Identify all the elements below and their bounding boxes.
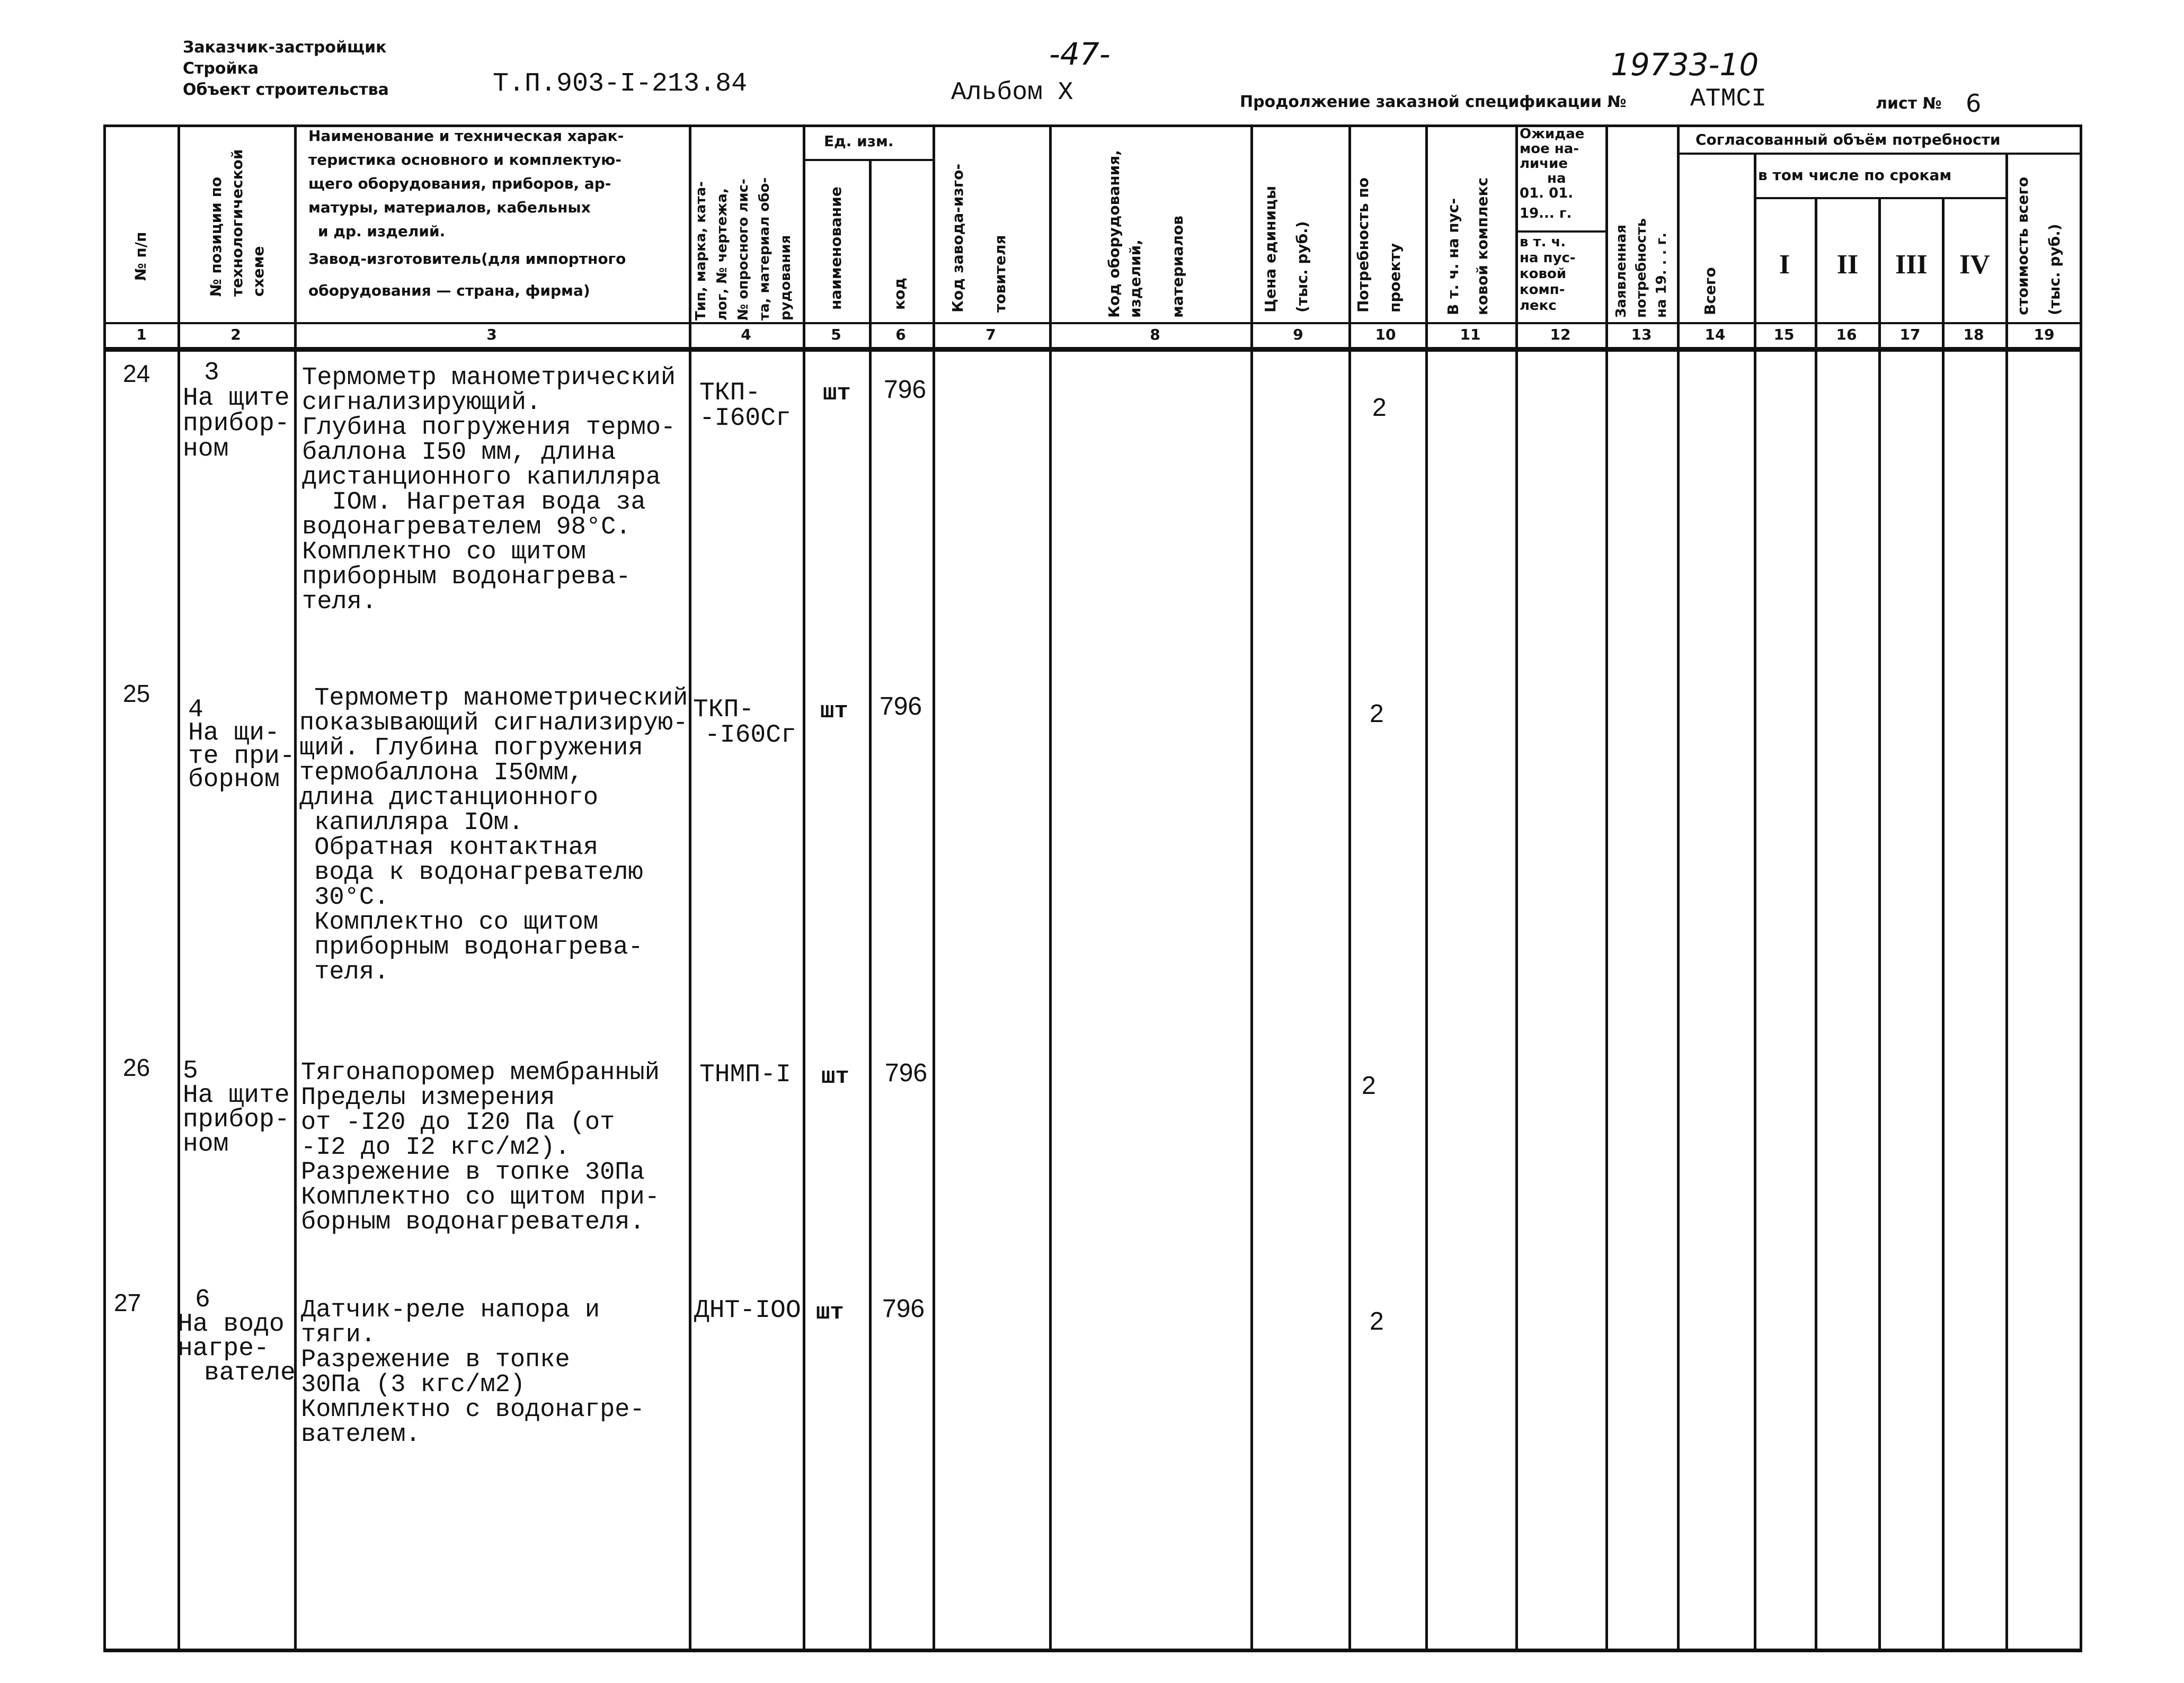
by-terms-header: в том числе по срокам — [1758, 166, 1952, 184]
col-number: 7 — [986, 326, 996, 343]
position-ref: те при- — [188, 742, 295, 771]
col-line-17 — [1942, 197, 1945, 1652]
col-header-6: код — [891, 278, 908, 310]
col-line-10 — [1425, 124, 1428, 1652]
col-number: 14 — [1704, 326, 1726, 343]
position-ref: прибор- — [183, 409, 290, 438]
col-line-1 — [177, 124, 180, 1652]
col-header-12-line: 19... г. — [1520, 206, 1572, 221]
unit-code: 796 — [884, 376, 927, 404]
col-header-3-line: и др. изделий. — [318, 222, 446, 240]
position-ref: На щи- — [188, 719, 280, 747]
project-need: 2 — [1372, 394, 1387, 422]
c12-split-line — [1515, 230, 1605, 233]
col-header-4-line: № опросного лис- — [735, 179, 751, 320]
col-header-12-line: на пус- — [1520, 250, 1576, 266]
col-header-3-line: Наименование и техническая харак- — [308, 127, 624, 145]
col-number: 19 — [2034, 326, 2055, 343]
col-line-3 — [689, 124, 691, 1652]
position-ref: 6 — [195, 1286, 210, 1314]
col-header-3-line: матуры, материалов, кабельных — [308, 199, 591, 216]
unit-code: 796 — [885, 1059, 928, 1087]
col-line-2 — [294, 124, 297, 1652]
col-header-2-line: № позиции по — [207, 176, 225, 297]
project-need: 2 — [1370, 1307, 1384, 1335]
col-line-9 — [1348, 124, 1351, 1652]
position-ref: 4 — [188, 696, 203, 724]
col-line-6 — [933, 124, 935, 1652]
quarter-3-header: III — [1895, 250, 1928, 280]
col-header-1: № п/п — [132, 231, 149, 281]
col-header-4-line: Тип, марка, ката- — [693, 181, 709, 320]
row-number: 26 — [123, 1054, 150, 1081]
quarter-1-header: I — [1779, 250, 1790, 280]
table-bottom-border — [103, 1649, 2082, 1652]
units-group-header: Ед. изм. — [824, 132, 894, 150]
col-header-12-line: 01. 01. — [1520, 185, 1574, 201]
col-header-13-line: Заявленная — [1613, 224, 1629, 318]
col-header-2-line: технологической — [228, 149, 246, 297]
col-number: 1 — [136, 326, 147, 343]
position-ref: 3 — [204, 359, 219, 387]
position-ref: На щите — [183, 1081, 290, 1110]
row-number: 25 — [123, 680, 150, 707]
col-header-7-line: товителя — [991, 235, 1009, 313]
col-number: 6 — [895, 326, 906, 343]
col-header-19-line: (тыс. руб.) — [2046, 224, 2063, 315]
col-line-16 — [1878, 197, 1881, 1652]
col-line-5 — [869, 159, 872, 1652]
quarter-4-header: IV — [1959, 250, 1990, 280]
agreed-sub-line — [1680, 153, 2082, 155]
page-mark: -47- — [1049, 36, 1111, 72]
col-header-11-line: ковой комплекс — [1473, 177, 1491, 315]
col-number: 13 — [1631, 326, 1652, 343]
spec-code: АТМСI — [1690, 85, 1767, 113]
unit-name: шт — [816, 1299, 844, 1326]
position-ref: На водо — [177, 1310, 285, 1339]
col-header-12-line: личие — [1520, 156, 1568, 172]
position-ref: борном — [188, 765, 280, 794]
col-header-9-line: Цена единицы — [1262, 185, 1279, 313]
sheet-label: лист № — [1876, 94, 1942, 113]
col-line-12 — [1605, 124, 1608, 1652]
col-number: 12 — [1550, 326, 1571, 343]
col-number: 9 — [1293, 326, 1303, 343]
unit-name: шт — [823, 380, 851, 407]
col-header-7-line: Код завода-изго- — [949, 163, 966, 313]
item-description: Термометр манометрический показывающий сигнализирую- щий. Глубина погружения термобаллона I50мм, длина дистанционного капилляра IOм. Обратная контактная вода к водонагревателю 30°С. Комплектно со щитом приборным водонагрева- теля. — [299, 684, 688, 986]
col-number: 18 — [1963, 326, 1984, 343]
col-header-8-line: изделий, — [1126, 239, 1144, 318]
col-number: 3 — [486, 326, 497, 343]
position-ref: нагре- — [177, 1334, 269, 1363]
col-header-4-line: рудования — [778, 235, 794, 320]
col-number-bottom-line — [103, 347, 2082, 352]
agreed-group-header: Согласованный объём потребности — [1695, 131, 2001, 148]
col-header-14: Всего — [1701, 267, 1719, 315]
position-ref: ном — [183, 1130, 229, 1159]
col-number: 11 — [1460, 326, 1481, 343]
col-header-11-line: В т. ч. на пус- — [1444, 198, 1462, 315]
item-type: ТНМП-I — [699, 1061, 791, 1089]
project-need: 2 — [1362, 1072, 1376, 1100]
col-number: 5 — [831, 326, 841, 343]
col-line-11 — [1515, 124, 1518, 1652]
col-line-14 — [1754, 153, 1756, 1652]
col-line-7 — [1049, 124, 1052, 1652]
customer-label: Заказчик-застройщик — [183, 38, 387, 57]
col-header-3-line: щего оборудования, приборов, ар- — [308, 175, 611, 192]
col-header-2-line: схеме — [250, 246, 267, 297]
col-header-12-line: Ожидае — [1520, 126, 1585, 142]
unit-code: 796 — [880, 692, 922, 720]
item-type: -I60Сг — [705, 721, 796, 750]
col-header-12-line: мое на- — [1520, 141, 1579, 157]
col-line-4 — [803, 124, 805, 1652]
col-header-3-line: теристика основного и комплектую- — [308, 151, 622, 168]
col-header-3-line: Завод-изготовитель(для импортного — [308, 250, 626, 268]
row-number: 24 — [123, 360, 150, 387]
col-header-12-line: в т. ч. — [1520, 234, 1566, 250]
item-type: ТКП- — [693, 696, 754, 724]
table-left-border — [103, 124, 106, 1652]
col-number-top-line — [103, 322, 2082, 324]
col-line-8 — [1250, 124, 1253, 1652]
col-line-18 — [2005, 153, 2008, 1652]
col-header-10-line: Потребность по — [1354, 177, 1372, 313]
item-type: ДНТ-IOO — [694, 1296, 801, 1325]
col-header-19-line: стоимость всего — [2014, 176, 2031, 315]
row-number: 27 — [114, 1289, 141, 1316]
unit-name: шт — [821, 1064, 849, 1090]
col-number: 2 — [230, 326, 241, 343]
col-line-15 — [1815, 197, 1817, 1652]
col-number: 8 — [1150, 326, 1160, 343]
continuation-label: Продолжение заказной спецификации № — [1240, 93, 1627, 111]
col-number: 15 — [1773, 326, 1795, 343]
item-description: Термометр манометрический сигнализирующий. Глубина погружения термо- баллона I50 мм, длина дистанционного капилляра IOм. Нагретая вода за водонагревателем 98°С. Комплектно со щитом приборным водонагрева- теля. — [302, 364, 676, 616]
item-type: ТКП- — [699, 379, 761, 407]
col-header-12-line: комп- — [1520, 282, 1565, 298]
col-header-10-line: проекту — [1386, 243, 1404, 313]
col-header-12-line: лекс — [1520, 298, 1557, 314]
quarter-2-header: II — [1836, 250, 1859, 280]
item-description: Датчик-реле напора и тяги. Разрежение в топке 30Па (3 кгс/м2) Комплектно с водонагре- вателем. — [301, 1296, 645, 1449]
col-header-13-line: потребность — [1633, 218, 1649, 318]
col-number: 16 — [1836, 326, 1857, 343]
unit-name: шт — [820, 698, 848, 725]
project-need: 2 — [1370, 700, 1384, 728]
col-header-12-line: ковой — [1520, 266, 1567, 282]
position-ref: прибор- — [183, 1106, 290, 1134]
doc-number: 19733-10 — [1611, 47, 1759, 83]
col-header-13-line: на 19. . . г. — [1654, 233, 1670, 318]
item-description: Тягонапоромер мембранный Пределы измерения от -I20 до I20 Па (от -I2 до I2 кгс/м2). Разрежение в топке 30Па Комплектно со щитом при- борным водонагревателя. — [301, 1059, 660, 1236]
position-ref: ном — [183, 435, 229, 464]
col-header-5: наименование — [827, 186, 845, 310]
col-header-3-line: оборудования — страна, фирма) — [308, 282, 590, 299]
col-header-8-line: Код оборудования, — [1105, 150, 1123, 318]
unit-code: 796 — [882, 1295, 925, 1323]
col-header-12-line: на — [1547, 171, 1566, 186]
table-right-border — [2080, 124, 2082, 1652]
units-sub-line — [803, 159, 934, 161]
sheet-number: 6 — [1966, 89, 1982, 118]
col-number: 4 — [741, 326, 751, 343]
col-line-13 — [1677, 124, 1680, 1652]
col-header-8-line: материалов — [1169, 215, 1186, 318]
position-ref: вателе — [204, 1359, 296, 1387]
col-number: 10 — [1375, 326, 1396, 343]
object-label: Объект строительства — [183, 81, 389, 99]
site-label: Стройка — [183, 59, 259, 78]
col-header-4-line: лог, № чертежа, — [714, 188, 730, 320]
project-code: Т.П.903-I-213.84 — [493, 69, 748, 99]
album-label: Альбом X — [951, 78, 1073, 107]
col-header-4-line: та, материал обо- — [757, 177, 773, 320]
item-type: -I60Сг — [699, 404, 791, 433]
col-number: 17 — [1899, 326, 1921, 343]
position-ref: На щите — [183, 384, 290, 413]
position-ref: 5 — [183, 1057, 198, 1085]
col-header-9-line: (тыс. руб.) — [1293, 221, 1311, 313]
